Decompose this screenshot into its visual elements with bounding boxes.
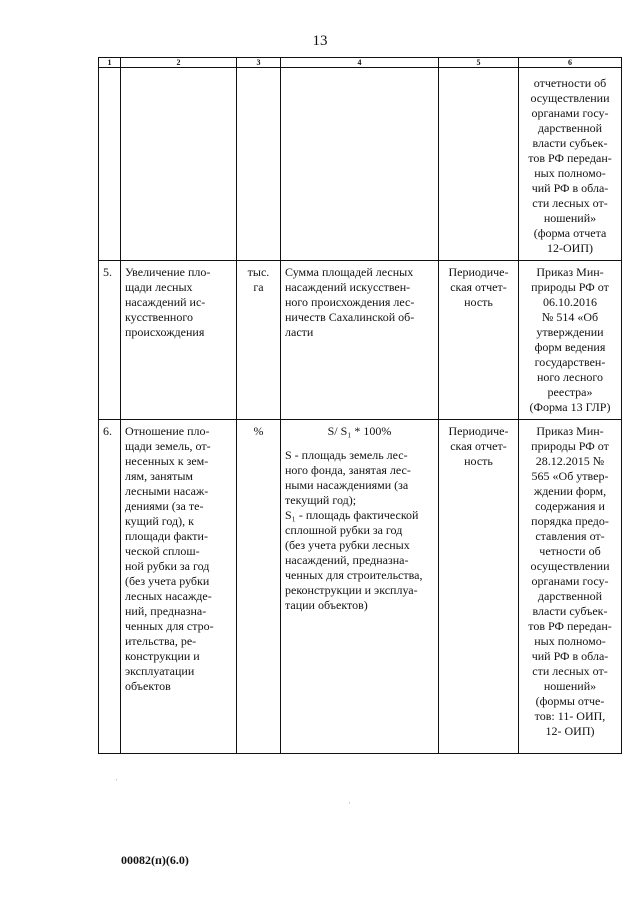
column-number-row xyxy=(99,58,622,68)
text-line: власти субъек- xyxy=(532,136,608,150)
text-line: объектов xyxy=(125,679,171,693)
text-line: ская отчет- xyxy=(450,280,507,294)
text-line: насаждений искусствен- xyxy=(285,280,411,294)
text-line: га xyxy=(253,280,264,294)
method-cell xyxy=(281,68,439,261)
column-number: 2 xyxy=(121,58,237,68)
text-line: ченных для стро- xyxy=(125,619,214,633)
row-number-cell: 6. xyxy=(99,420,121,754)
text-line: (без учета рубки xyxy=(125,574,210,588)
text-line: четности об xyxy=(539,544,601,558)
indicator-cell xyxy=(121,261,237,420)
text-line: осуществлении xyxy=(530,559,610,573)
text-line: тов: 11- ОИП, xyxy=(534,709,606,723)
row-number-cell: 5. xyxy=(99,261,121,420)
text-line: S - площадь земель лес- xyxy=(285,448,408,462)
text-line: 565 «Об утвер- xyxy=(531,469,609,483)
text-line: Периодиче- xyxy=(448,424,509,438)
text-line: ного лесного xyxy=(536,370,604,384)
column-number: 6 xyxy=(519,58,622,68)
unit-cell xyxy=(237,68,281,261)
text-line: площади факти- xyxy=(125,529,208,543)
text-line: (без учета рубки лесных xyxy=(285,538,410,552)
text-line: ний, предназна- xyxy=(125,604,207,618)
text-line: ласти xyxy=(285,325,314,339)
source-cell xyxy=(519,261,622,420)
text-line: ношений» xyxy=(543,679,597,693)
text-line: (формы отче- xyxy=(535,694,605,708)
text-line: (Форма 13 ГЛР) xyxy=(529,400,611,414)
text-line: ных полномо- xyxy=(534,634,606,648)
text-line: (форма отчета xyxy=(533,226,607,240)
column-number: 1 xyxy=(99,58,121,68)
periodicity-cell xyxy=(439,261,519,420)
source-cell xyxy=(519,68,622,261)
text-line: ной рубки за год xyxy=(125,559,210,573)
text-line: конструкции и xyxy=(125,649,200,663)
text-line: сти лесных от- xyxy=(532,664,608,678)
text-line: Увеличение пло- xyxy=(125,265,211,279)
text-line: ческой сплош- xyxy=(125,544,200,558)
text-line: органами госу- xyxy=(531,574,609,588)
text-line: ношений» xyxy=(543,211,597,225)
text-line: ставления от- xyxy=(535,529,605,543)
unit-cell xyxy=(237,420,281,754)
indicator-cell xyxy=(121,420,237,754)
text-line: порядка предо- xyxy=(531,514,609,528)
source-cell xyxy=(519,420,622,754)
formula: S/ S₁ * 100% xyxy=(327,424,392,438)
text-line: ных полномо- xyxy=(534,166,606,180)
text-line: 28.12.2015 № xyxy=(535,454,605,468)
text-line: эксплуатации xyxy=(125,664,195,678)
method-cell xyxy=(281,261,439,420)
text-line: тов РФ передан- xyxy=(528,619,612,633)
text-line: щади земель, от- xyxy=(125,439,211,453)
text-line: власти субъек- xyxy=(532,604,608,618)
text-line: органами госу- xyxy=(531,106,609,120)
scan-mark: ' xyxy=(349,801,351,809)
periodicity-cell xyxy=(439,68,519,261)
text-line: содержания и xyxy=(535,499,605,513)
text-line: дениями (за те- xyxy=(125,499,204,513)
text-line: форм ведения xyxy=(534,340,606,354)
text-line: кусственного xyxy=(125,310,193,324)
text-line: ность xyxy=(464,295,493,309)
text-line: утверждении xyxy=(536,325,604,339)
text-line: щади лесных xyxy=(125,280,193,294)
method-cell xyxy=(281,420,439,754)
method-text xyxy=(285,448,434,613)
text-line: текущий год); xyxy=(285,493,357,507)
row-number-cell xyxy=(99,68,121,261)
text-line: ительства, ре- xyxy=(125,634,197,648)
scan-mark: ' xyxy=(116,778,118,786)
table-row xyxy=(99,261,622,420)
text-line: несенных к зем- xyxy=(125,454,209,468)
text-line: происхождения xyxy=(125,325,205,339)
text-line: отчетности об xyxy=(533,76,607,90)
text-line: ность xyxy=(464,454,493,468)
text-line: ждении форм, xyxy=(533,484,607,498)
text-line: природы РФ от xyxy=(531,280,609,294)
text-line: чий РФ в обла- xyxy=(531,181,609,195)
text-line: сплошной рубки за год xyxy=(285,523,403,537)
indicator-cell xyxy=(121,68,237,261)
text-line: чий РФ в обла- xyxy=(531,649,609,663)
text-line: дарственной xyxy=(537,121,603,135)
text-line: дарственной xyxy=(537,589,603,603)
text-line: % xyxy=(253,424,264,438)
footer-code: 00082(п)(6.0) xyxy=(121,853,189,867)
text-line: сти лесных от- xyxy=(532,196,608,210)
text-line: S₁ - площадь фактической xyxy=(285,508,419,522)
text-line: ничеств Сахалинской об- xyxy=(285,310,415,324)
text-line: Периодиче- xyxy=(448,265,509,279)
text-line: ного происхождения лес- xyxy=(285,295,415,309)
text-line: реестра» xyxy=(547,385,593,399)
text-line: природы РФ от xyxy=(531,439,609,453)
text-line: Приказ Мин- xyxy=(536,265,604,279)
table-row-continuation xyxy=(99,68,622,261)
text-line: лесными насаж- xyxy=(125,484,209,498)
text-line: ченных для строительства, xyxy=(285,568,423,582)
text-line: осуществлении xyxy=(530,91,610,105)
text-line: кущий год), к xyxy=(125,514,194,528)
table-row xyxy=(99,420,622,754)
text-line: ными насаждениями (за xyxy=(285,478,409,492)
text-line: № 514 «Об xyxy=(541,310,599,324)
text-line: Отношение пло- xyxy=(125,424,210,438)
text-line: ская отчет- xyxy=(450,439,507,453)
text-line: насаждений ис- xyxy=(125,295,206,309)
text-line: ного фонда, занятая лес- xyxy=(285,463,411,477)
text-line: тыс. xyxy=(247,265,270,279)
text-line: тов РФ передан- xyxy=(528,151,612,165)
column-number: 3 xyxy=(237,58,281,68)
periodicity-cell xyxy=(439,420,519,754)
text-line: Приказ Мин- xyxy=(536,424,604,438)
text-line: Сумма площадей лесных xyxy=(285,265,414,279)
text-line: реконструкции и эксплуа- xyxy=(285,583,418,597)
text-line: государствен- xyxy=(534,355,606,369)
text-line: 06.10.2016 xyxy=(543,295,597,309)
text-line: тации объектов) xyxy=(285,598,368,612)
page-number: 13 xyxy=(312,33,328,49)
column-number: 4 xyxy=(281,58,439,68)
unit-cell xyxy=(237,261,281,420)
column-number: 5 xyxy=(439,58,519,68)
text-line: 12-ОИП) xyxy=(547,241,593,255)
text-line: 12- ОИП) xyxy=(545,724,595,738)
indicators-table xyxy=(98,57,622,754)
text-line: лям, занятым xyxy=(125,469,194,483)
text-line: лесных насажде- xyxy=(125,589,212,603)
text-line: насаждений, предназна- xyxy=(285,553,409,567)
